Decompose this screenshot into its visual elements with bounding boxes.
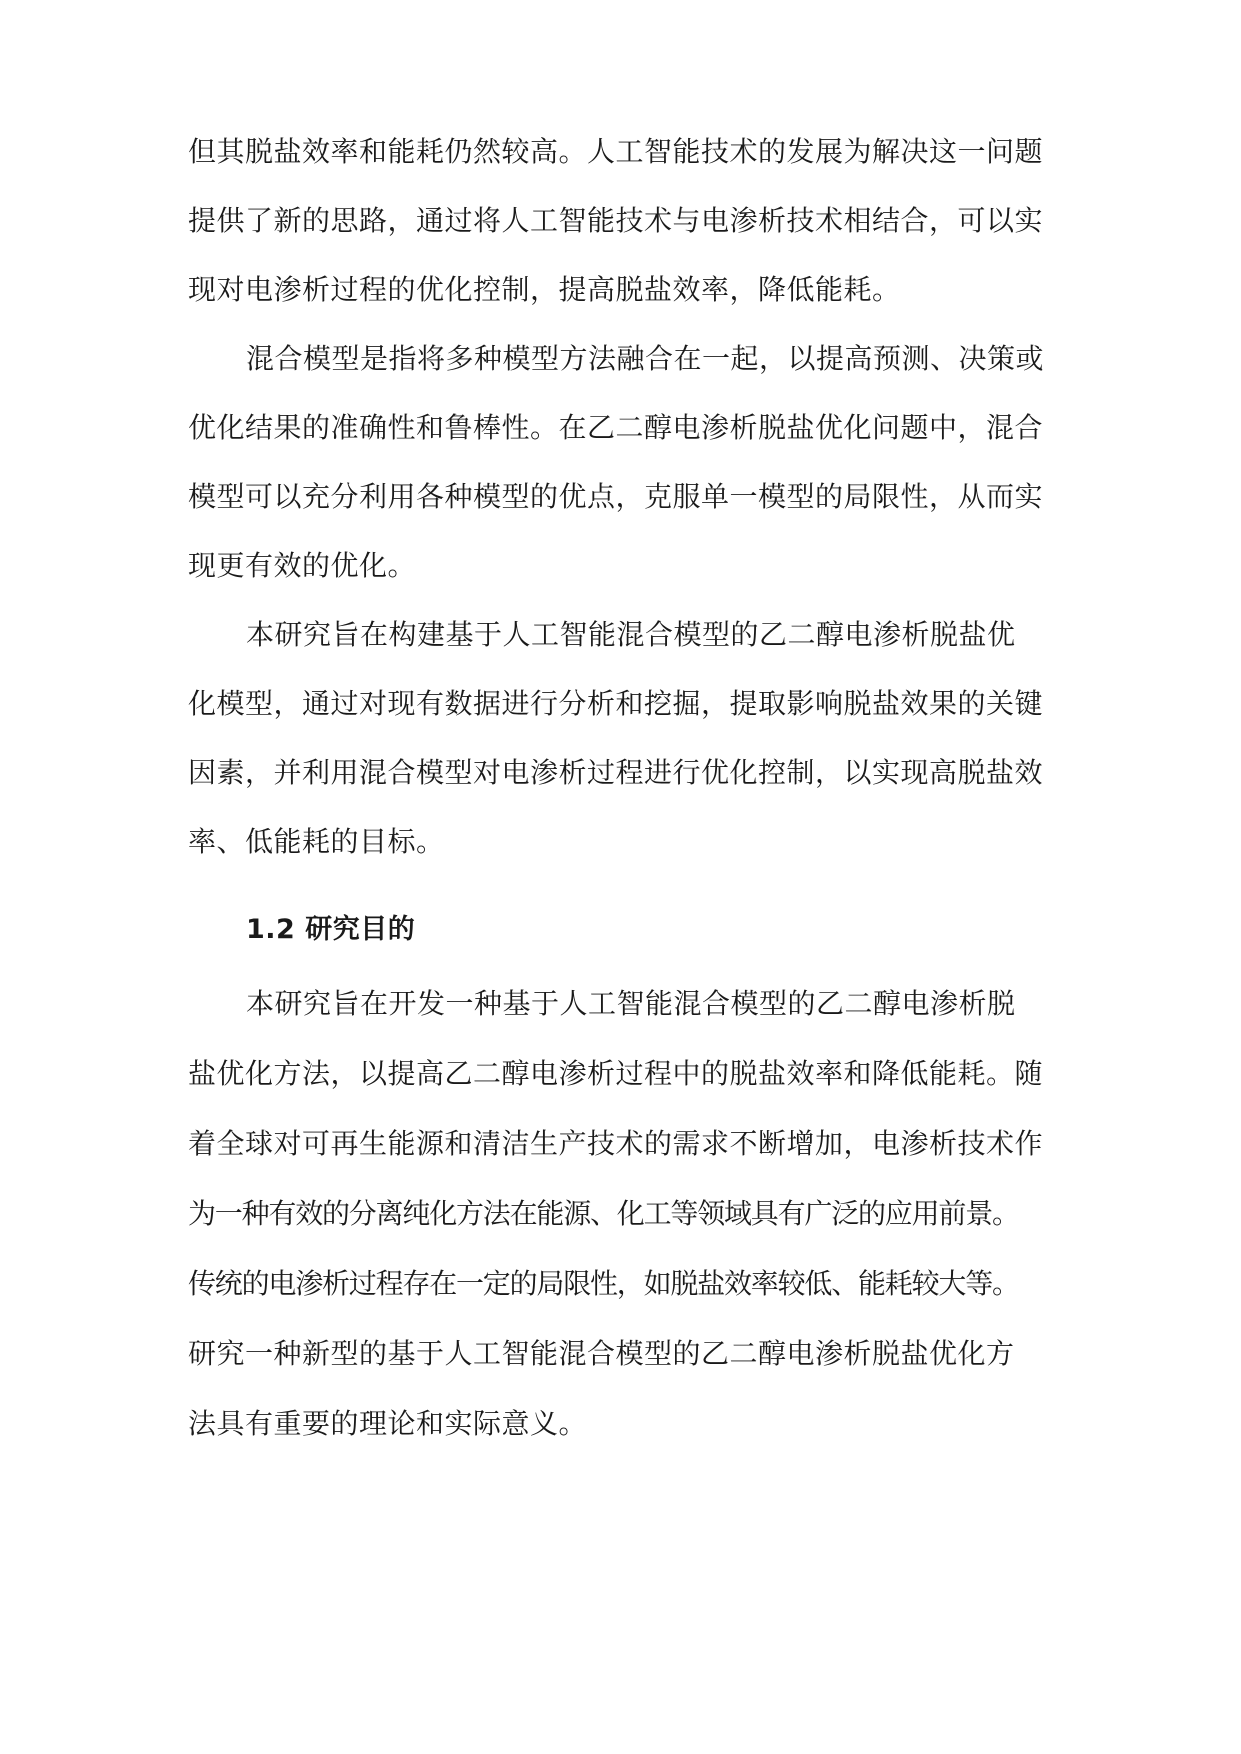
section-heading: 1.2 研究目的 [246, 914, 416, 945]
paragraph-line: 研究一种新型的基于人工智能混合模型的乙二醇电渗析脱盐优化方 [188, 1337, 1015, 1370]
paragraph-line: 现更有效的优化。 [188, 549, 417, 582]
paragraph-line: 传统的电渗析过程存在一定的局限性，如脱盐效率较低、能耗较大等。 [188, 1267, 1019, 1300]
paragraph-line: 模型可以充分利用各种模型的优点，克服单一模型的局限性，从而实 [188, 480, 1044, 513]
paragraph-line: 但其脱盐效率和能耗仍然较高。人工智能技术的发展为解决这一问题 [188, 135, 1044, 168]
paragraph-line: 盐优化方法，以提高乙二醇电渗析过程中的脱盐效率和降低能耗。随 [188, 1057, 1044, 1090]
paragraph-line: 因素，并利用混合模型对电渗析过程进行优化控制，以实现高脱盐效 [188, 756, 1044, 789]
paragraph-line: 法具有重要的理论和实际意义。 [188, 1407, 588, 1440]
paragraph-line: 为一种有效的分离纯化方法在能源、化工等领域具有广泛的应用前景。 [188, 1197, 1019, 1230]
paragraph-line: 化模型，通过对现有数据进行分析和挖掘，提取影响脱盐效果的关键 [188, 687, 1044, 720]
paragraph-line: 本研究旨在构建基于人工智能混合模型的乙二醇电渗析脱盐优 [246, 618, 1016, 651]
paragraph-line: 现对电渗析过程的优化控制，提高脱盐效率，降低能耗。 [188, 273, 901, 306]
paragraph-line: 率、低能耗的目标。 [188, 825, 445, 858]
paragraph-line: 混合模型是指将多种模型方法融合在一起，以提高预测、决策或 [246, 342, 1045, 375]
paragraph-line: 着全球对可再生能源和清洁生产技术的需求不断增加，电渗析技术作 [188, 1127, 1044, 1160]
paragraph-line: 本研究旨在开发一种基于人工智能混合模型的乙二醇电渗析脱 [246, 987, 1016, 1020]
paragraph-line: 提供了新的思路，通过将人工智能技术与电渗析技术相结合，可以实 [188, 204, 1044, 237]
paragraph-line: 优化结果的准确性和鲁棒性。在乙二醇电渗析脱盐优化问题中，混合 [188, 411, 1044, 444]
